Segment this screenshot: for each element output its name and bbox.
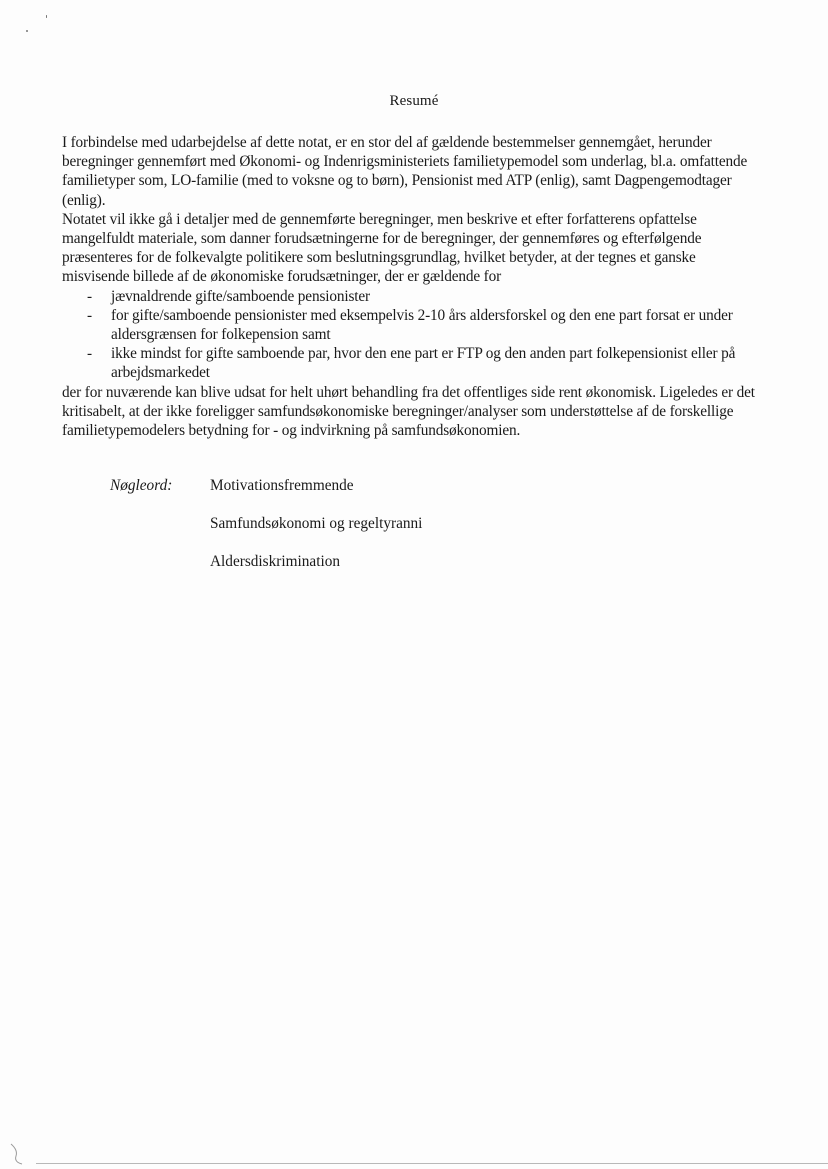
bullet-text: jævnaldrende gifte/samboende pensionister — [111, 287, 370, 305]
keywords-label: Nøgleord: — [110, 477, 173, 494]
bullet-text: ikke mindst for gifte samboende par, hvor den ene part er FTP og den anden part folkepensionist eller på arbejdsmarkedet — [111, 345, 736, 382]
bullet-dash: - — [87, 306, 92, 324]
document-body — [62, 133, 762, 440]
list-item — [62, 306, 762, 344]
closing-paragraph: der for nuværende kan blive udsat for helt uhørt behandling fra det offentliges side rent økonomisk. Ligeledes er det kritisabelt, at der ikke foreligger samfundsøkonomiske beregninger/analyser som understøttelse af de forskellige familietypemodelers betydning for - og indvirkning på samfundsøkonomien. — [62, 383, 755, 440]
bullet-text: for gifte/samboende pensionister med eksempelvis 2-10 års aldersforskel og den ene part forsat er under aldersgrænsen for folkepension samt — [111, 306, 733, 344]
scan-mark-icon — [8, 1142, 34, 1166]
keyword-item: Samfundsøkonomi og regeltyranni — [210, 515, 423, 532]
second-paragraph: Notatet vil ikke gå i detaljer med de gennemførte beregninger, men beskrive et efter forfatterens opfattelse mangelfuldt materiale, som danner forudsætningerne for de beregninger, der gennemføres og efterfølgende præsenteres for de folkevalgte politikere som beslutningsgrundlag, hvilket betyder, at der tegnes et ganske misvisende billede af de økonomiske forudsætninger, der er gældende for — [62, 210, 702, 286]
scan-speck — [26, 30, 28, 32]
list-item — [62, 287, 762, 306]
keyword-item: Aldersdiskrimination — [210, 553, 341, 570]
bullet-dash: - — [87, 287, 92, 305]
scan-edge-line — [36, 1163, 828, 1164]
bullet-dash: - — [87, 345, 92, 363]
document-title: Resumé — [389, 93, 439, 109]
bullet-list — [62, 287, 762, 383]
intro-paragraph: I forbindelse med udarbejdelse af dette notat, er en stor del af gældende bestemmelser gennemgået, herunder beregninger gennemført med Økonomi- og Indenrigsministeriets familietypemodel som underlag, bl.a. omfattende familietyper som, LO-familie (med to voksne og to børn), Pensionist med ATP (enlig), samt Dagpengemodtager (enlig). — [62, 134, 748, 209]
list-item — [62, 344, 762, 382]
keyword-item: Motivationsfremmende — [210, 477, 354, 494]
scan-speck — [46, 15, 47, 18]
